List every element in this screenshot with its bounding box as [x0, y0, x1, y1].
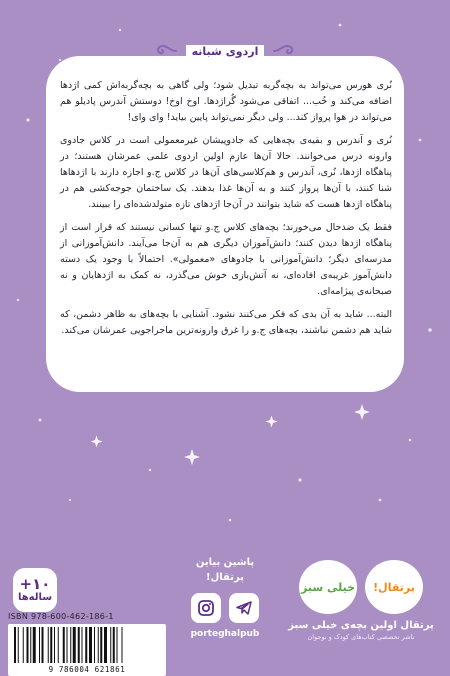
barcode-bar	[122, 627, 123, 663]
blurb-paragraph: نُری و آندرس و بقیه‌ی بچه‌هایی که جادوپیشان غیرمعمولی است در کلاس جادوی وارونه درس می‌خوانند. حالا آن‌ها عازم اولین اردوی علمی عمرشان هستند؛ در پناهگاه اژدها، نُری، آندرس و هم‌کلاسی‌های آن‌ها در کلاس ج.و اجازه دارند با اژدهاها شنا کنند، با آن‌ها پرواز کنند و به آن‌ها غذا بدهند. یک ساختمان جوجه‌کشی هم در پناهگاه اژدها هست که شاید بتوانند در آن‌جا اژدهای تازه متولدشده‌ای را ببینند.	[60, 134, 392, 211]
brand-block	[280, 560, 442, 641]
barcode-bars	[14, 627, 160, 663]
barcode-bar	[78, 627, 80, 663]
barcode-bar	[94, 627, 95, 663]
barcode-bar	[63, 627, 65, 663]
barcode-bar	[113, 627, 115, 663]
tagline-line2: پرتقال!	[206, 572, 244, 583]
barcode-bar	[42, 627, 44, 663]
barcode-bar	[104, 627, 107, 663]
social-handle: porteghalpub	[190, 629, 260, 639]
age-number: +۱۰	[19, 575, 51, 593]
telegram-icon[interactable]	[229, 593, 259, 623]
barcode-bar	[54, 627, 55, 663]
porteghal-logo: پرتقال!	[365, 560, 423, 614]
barcode-bar	[85, 627, 87, 663]
isbn-block	[8, 612, 168, 676]
barcode-bar	[50, 627, 52, 663]
blurb-paragraph: فقط یک ضدحال می‌خورند؛ بچه‌های کلاس ج.و تنها کسانی نیستند که قرار است از پناهگاه اژدها دیدن کنند؛ دانش‌آموزان دیگری هم به آن‌جا می‌آیند. دانش‌آموزانی از مدرسه‌ای دیگر؛ دانش‌آموزانی با جادوهای «معمولی». احتمالاً با وجود یک دسته دانش‌آموز غریبه‌ی افاده‌ای، نه آتش‌بازی خوش می‌گذرد، نه کمک به اژدهایان و نه صبحانه‌ی پیژامه‌ای.	[60, 221, 392, 298]
age-unit: ساله‌ها	[17, 592, 53, 603]
barcode-bar	[27, 627, 29, 663]
social-block	[175, 555, 275, 639]
barcode-digits: 9 786004 621861	[48, 665, 126, 674]
tagline-line1: پاشین بیاین	[195, 557, 255, 568]
barcode-bar	[73, 627, 76, 663]
blurb-text	[60, 78, 392, 345]
barcode-bar	[48, 627, 49, 663]
barcode-bar	[58, 627, 59, 663]
barcode-bar	[39, 627, 40, 663]
barcode-bar	[33, 627, 36, 663]
barcode-bar	[82, 627, 83, 663]
blurb-paragraph: البته... شاید به آن بدی که فکر می‌کنند نشود. آشنایی با بچه‌های به ظاهر دشمن، که شاید هم دشمن نباشند، بچه‌های ج.و را غرق وارونه‌ترین ماجراجویی عمرشان می‌کند.	[60, 308, 392, 336]
barcode-bar	[100, 627, 102, 663]
series-title-text: اردوی شبانه	[186, 45, 265, 58]
instagram-icon[interactable]	[191, 593, 221, 623]
khilisabz-logo: خیلی سبز	[299, 560, 357, 614]
isbn-label: ISBN 978-600-462-186-1	[8, 612, 114, 621]
barcode-bar	[70, 627, 71, 663]
barcode-bar	[18, 627, 19, 663]
barcode-bar	[14, 627, 16, 663]
barcode	[8, 624, 166, 676]
barcode-bar	[30, 627, 31, 663]
barcode-bar	[23, 627, 24, 663]
barcode-bar	[67, 627, 68, 663]
brand-slogan: پرتقال اولین بچه‌ی خیلی سبز	[288, 620, 434, 631]
blurb-paragraph: نُری هورس می‌تواند به بچه‌گربه تبدیل شود؛ ولی گاهی به بچه‌گربه‌اش کمی اژدها اضافه می‌کند و خُب... اتفاقی می‌شود گُراژدها. اوخ اوخ! دوستش آندرس پادیلو هم می‌تواند در هوا پرواز کند... ولی دیگر نمی‌تواند پایین بیاید! وای وای!	[60, 80, 392, 124]
swirl-right-icon	[272, 44, 298, 58]
barcode-bar	[110, 627, 111, 663]
series-title	[150, 38, 300, 64]
swirl-left-icon	[152, 44, 178, 58]
brand-subline: ناشر تخصصی کتاب‌های کودک و نوجوان	[307, 633, 415, 641]
barcode-bar	[89, 627, 92, 663]
barcode-bar	[117, 627, 118, 663]
age-badge	[13, 568, 57, 612]
barcode-bar	[98, 627, 99, 663]
